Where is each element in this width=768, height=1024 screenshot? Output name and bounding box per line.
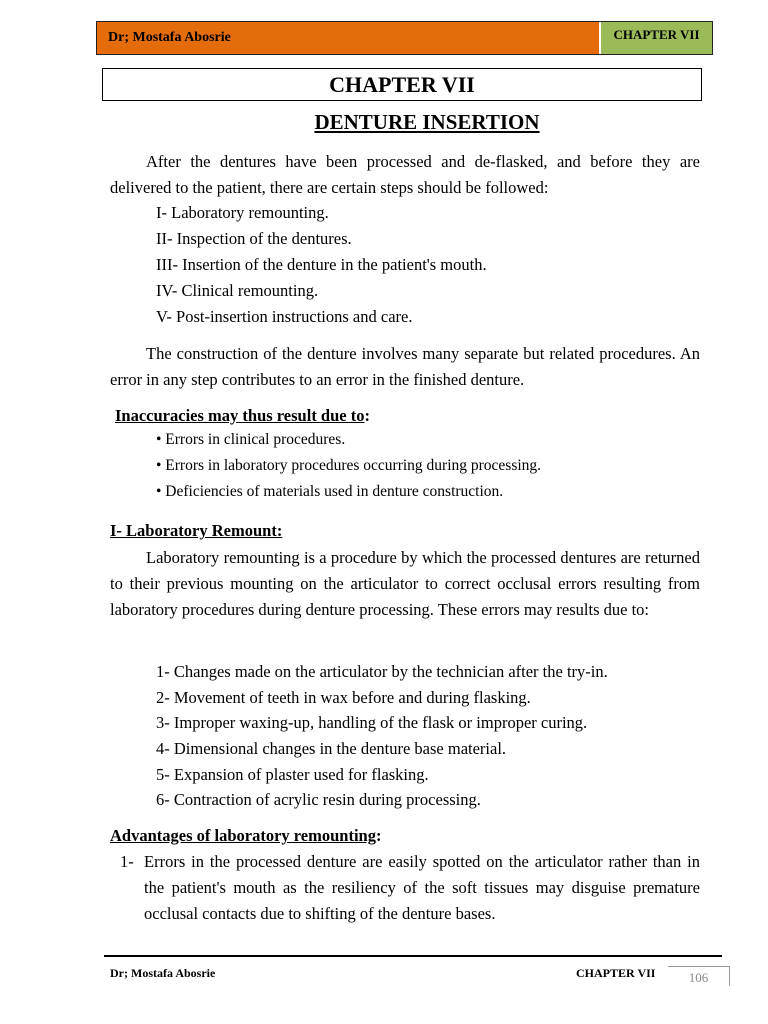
header-author: Dr; Mostafa Abosrie (97, 22, 601, 54)
page-header (96, 21, 713, 55)
page-number: 106 (668, 966, 730, 986)
inaccuracies-heading (115, 406, 370, 426)
step-item: III- Insertion of the denture in the patient's mouth. (156, 255, 487, 274)
cause-item: 3- Improper waxing-up, handling of the flask or improper curing. (156, 713, 588, 732)
inaccuracy-bullet: • Errors in clinical procedures. (156, 431, 346, 448)
advantages-heading (110, 826, 381, 846)
cause-item: 2- Movement of teeth in wax before and during flasking. (156, 688, 531, 707)
footer-rule (104, 955, 722, 957)
step-item: V- Post-insertion instructions and care. (156, 307, 413, 326)
step-item: IV- Clinical remounting. (156, 281, 319, 300)
inaccuracy-bullet: • Deficiencies of materials used in denture construction. (156, 483, 504, 500)
inaccuracies-heading-text: Inaccuracies may thus result due to (115, 406, 365, 425)
cause-item: 1- Changes made on the articulator by the technician after the try-in. (156, 662, 608, 681)
footer-author: Dr; Mostafa Abosrie (110, 966, 216, 980)
header-chapter: CHAPTER VII (601, 22, 712, 54)
footer-chapter: CHAPTER VII (576, 966, 656, 980)
lab-remount-heading: I- Laboratory Remount: (110, 521, 283, 540)
advantage-number: 1- (120, 852, 134, 871)
lab-remount-paragraph: Laboratory remounting is a procedure by which the processed dentures are returned to their previous mounting on the articulator to correct occlusal errors resulting from laboratory procedures during denture processing. These errors may results due to: (110, 548, 700, 619)
inaccuracy-bullet: • Errors in laboratory procedures occurring during processing. (156, 457, 542, 474)
advantages-heading-text: Advantages of laboratory remounting (110, 826, 376, 845)
cause-item: 6- Contraction of acrylic resin during processing. (156, 790, 481, 809)
cause-item: 4- Dimensional changes in the denture base material. (156, 739, 507, 758)
chapter-title: CHAPTER VII (102, 68, 702, 101)
doc-title: DENTURE INSERTION (314, 110, 540, 134)
advantages-heading-colon: : (375, 826, 382, 845)
cause-item: 5- Expansion of plaster used for flasking. (156, 765, 429, 784)
advantage-item: Errors in the processed denture are easily spotted on the articulator rather than in the patient's mouth as the resiliency of the soft tissues may disguise premature occlusal contacts due to shifting of the denture bases. (144, 852, 700, 923)
step-item: II- Inspection of the dentures. (156, 229, 352, 248)
step-item: I- Laboratory remounting. (156, 203, 329, 222)
intro-paragraph: After the dentures have been processed and de-flasked, and before they are delivered to the patient, there are certain steps should be followed: (110, 152, 700, 197)
inaccuracies-heading-colon: : (364, 406, 370, 425)
construction-paragraph: The construction of the denture involves many separate but related procedures. An error in any step contributes to an error in the finished denture. (110, 344, 700, 389)
